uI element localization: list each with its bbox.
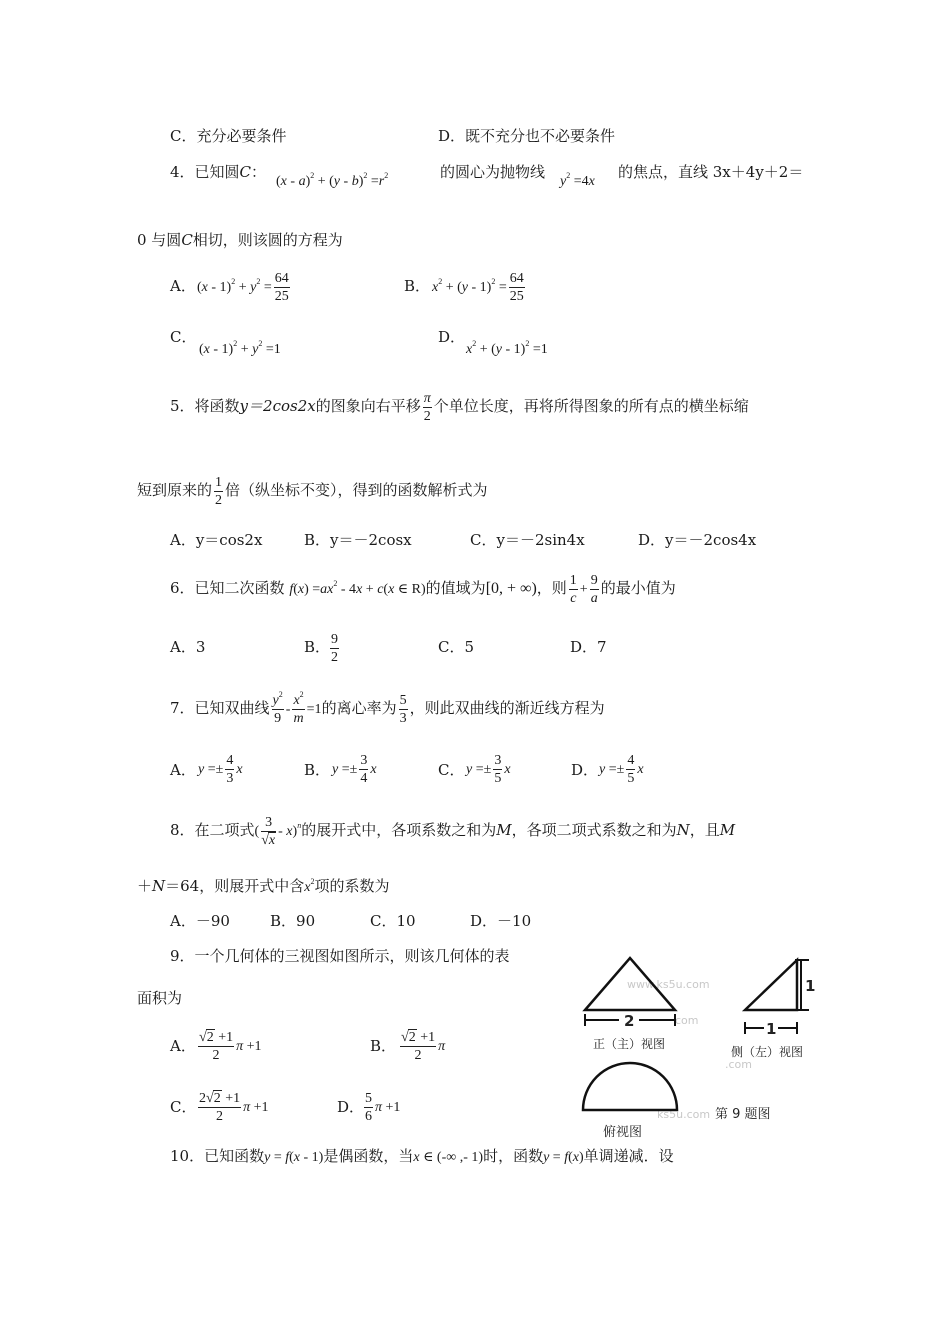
q4-stem-text-b: 的圆心为抛物线 [440,163,546,181]
q7-eccentricity: $\frac{5}{3}$ [399,692,407,726]
q6-option-b: $\frac{9}{2}$ [331,631,338,665]
q8-option-a: A．－90 [170,912,230,930]
q7-option-c: y =± $\frac{3}{5}$ x [466,753,511,787]
q5-stem-text-b: 的图象向右平移 [315,397,421,415]
q7-option-d-label: D． [571,761,599,779]
q8-option-d: D．－10 [470,912,532,930]
q6-option-b-label: B． [304,638,331,656]
q8-stem-text-a: 8．在二项式 [170,821,255,839]
q4-option-d: $x^2 + (y - 1)^2 =1$ [466,339,548,357]
q4-stem-text-a: 4．已知圆 [170,163,240,181]
q7-eq-term2: $\frac{x^2}{m}$ [293,689,304,726]
q4-stem-line2 [137,230,343,250]
q7-option-b-label: B． [304,761,331,779]
top-view-semicircle [583,1063,677,1110]
q8-m: M [496,821,512,839]
q4-stem-text-c: 的焦点，直线 3x＋4y＋2＝ [618,163,804,181]
q8-n-2: N [152,877,166,895]
q4-stem-line1 [170,162,266,182]
q5-option-d: D．y＝－2cos4x [638,531,757,549]
q8-option-c: C．10 [370,912,416,930]
q4-line2-text-a: 0 与圆 [137,231,182,249]
q3-option-d: D．既不充分也不必要条件 [438,127,616,145]
q8-stem-text-d: ，且 [689,821,720,839]
figure-caption: 第 9 题图 [715,1107,771,1122]
q6-stem: 6．已知二次函数 $f(x) =ax^2 - 4x + c(x$ ∈ R)的值域为[0, + ∞)，则 $\frac{1}{c}$ + $\frac{9}{a}$ 的最小值为 [170,572,676,606]
q9-option-a: $\frac{√2 +1}{2}$ π +1 [199,1030,262,1064]
q5-line2-text-b: 倍（纵坐标不变），得到的函数解析式为 [225,481,488,499]
q8-stem-text-b: 的展开式中，各项系数之和为 [301,821,497,839]
q6-range: [0, + ∞) [485,580,537,597]
q8-line2-text-b: ＝64，则展开式中含 [165,877,305,895]
q6-option-a: A．3 [170,638,206,656]
front-dim-label: 2 [624,1012,635,1030]
q5-stem-text-a: 5．将函数 [170,397,240,415]
q5-option-a: A．y＝cos2x [170,531,263,549]
q4-option-d-label: D． [438,328,466,346]
q9-option-b-label: B． [370,1037,397,1055]
watermark-3: .com [725,1058,752,1071]
q4-option-a-label: A． [170,277,196,295]
q8-n: N [676,821,690,839]
q10-function-2: y = f(x) [543,1150,584,1165]
q10-stem-text-c: 时，函数 [483,1147,544,1165]
q9-stem-line2: 面积为 [137,989,183,1007]
side-dim-width-label: 1 [766,1020,777,1038]
q7-eq-term1: $\frac{y^2}{9}$ [272,689,283,726]
q4-option-c-label: C． [170,328,197,346]
q6-option-c: C．5 [438,638,475,656]
q8-option-b: B．90 [270,912,316,930]
q10-stem-text-d: 单调递减．设 [583,1147,674,1165]
q4-option-a: $(x - 1)^2 + y^2$ = $\frac{64}{25}$ [197,271,289,305]
q10-condition: x ∈ (-∞ ,- 1) [413,1150,484,1165]
q8-line2-text-a: ＋ [137,877,153,895]
q9-stem-line1: 9．一个几何体的三视图如图所示，则该几何体的表 [170,947,510,965]
q9-option-d-label: D． [337,1098,365,1116]
front-view-label: 正（主）视图 [593,1037,666,1051]
q10-stem [170,1146,674,1168]
q9-three-view-figure [575,940,830,1140]
q5-factor: $\frac{1}{2}$ [215,474,223,508]
watermark-1: www.ks5u.com [627,978,710,991]
q7-stem: 7．已知双曲线 $\frac{y^2}{9}$ - $\frac{x^2}{m}$ =1的离心率为 $\frac{5}{3}$ ，则此双曲线的渐近线方程为 [170,689,605,726]
q5-stem-text-c: 个单位长度，再将所得图象的所有点的横坐标缩 [433,397,749,415]
q4-circle-name: C [239,163,252,181]
q4-circle-equation: $(x - a)^2 + (y - b)^2 =r^2$ [276,171,389,189]
q6-function: $f(x) =ax^2 - 4x + c(x$ ∈ R) [289,579,426,597]
q4-option-b-label: B． [404,277,431,295]
q8-binomial: ( $\frac{3}{√x}$ - x)$^n$ [254,815,302,849]
q5-stem-line1 [170,386,749,426]
top-view-label: 俯视图 [603,1125,643,1140]
q5-option-c: C．y＝－2sin4x [470,531,585,549]
q4-parabola-equation: $y^2 =4x$ [560,171,595,189]
q7-option-a: y =± $\frac{4}{3}$ x [198,753,243,787]
q8-m-2: M [719,821,736,839]
q6-stem-text-d: 的最小值为 [600,579,676,597]
q4-line2-circle: C [181,231,193,249]
q9-option-d: $\frac{5}{6}$ π +1 [365,1091,401,1125]
q8-term: $x^2$ [304,877,315,895]
q5-line2-text-a: 短到原来的 [137,481,213,499]
q7-option-c-label: C． [438,761,465,779]
q4-colon: ： [251,163,267,181]
q10-stem-text-a: 10．已知函数 [170,1147,265,1165]
watermark-4: ks5u.com [657,1108,711,1121]
q4-line2-text-b: 相切，则该圆的方程为 [192,231,343,249]
q10-function: y = f(x - 1) [264,1150,324,1165]
q6-option-d: D．7 [570,638,607,656]
q7-option-b: y =± $\frac{3}{4}$ x [332,753,377,787]
q7-option-a-label: A． [170,761,196,779]
watermark-2: com [675,1014,699,1027]
q9-option-c-label: C． [170,1098,197,1116]
q8-stem-line2 [137,876,389,898]
q4-option-b: $x^2 + (y - 1)^2$ = $\frac{64}{25}$ [432,271,524,305]
q7-stem-text-c: ，则此双曲线的渐近线方程为 [409,699,605,717]
q6-stem-text-a: 6．已知二次函数 [170,579,285,597]
q6-expr-term2: $\frac{9}{a}$ [590,572,598,606]
q7-stem-text-a: 7．已知双曲线 [170,699,270,717]
q5-function: y＝2cos2x [239,397,316,415]
q3-option-c: C．充分必要条件 [170,127,287,145]
q7-stem-text-b: 的离心率为 [321,699,397,717]
q5-option-b: B．y＝－2cosx [304,531,412,549]
q6-stem-text-c: ，则 [536,579,567,597]
q4-option-c: $(x - 1)^2 + y^2 =1$ [199,339,281,357]
side-dim-height-label: 1 [805,977,816,995]
q8-stem-line1 [170,810,735,852]
q9-option-a-label: A． [170,1037,196,1055]
q5-shift: $\frac{\pi}{2}$ [423,390,431,424]
q5-stem-line2 [137,470,488,510]
q9-option-b: $\frac{√2 +1}{2}$ π [401,1030,446,1064]
q6-expr-term1: $\frac{1}{c}$ [569,572,577,606]
q10-stem-text-b: 是偶函数，当 [323,1147,414,1165]
q7-option-d: y =± $\frac{4}{5}$ x [599,753,644,787]
q9-option-c: $\frac{2√2 +1}{2}$ π +1 [199,1091,269,1125]
q8-line2-text-c: 项的系数为 [314,877,390,895]
q8-stem-text-c: ，各项二项式系数之和为 [511,821,677,839]
side-view-label: 侧（左）视图 [731,1045,804,1059]
q6-stem-text-b: 的值域为 [425,579,486,597]
side-view-triangle [745,960,797,1010]
